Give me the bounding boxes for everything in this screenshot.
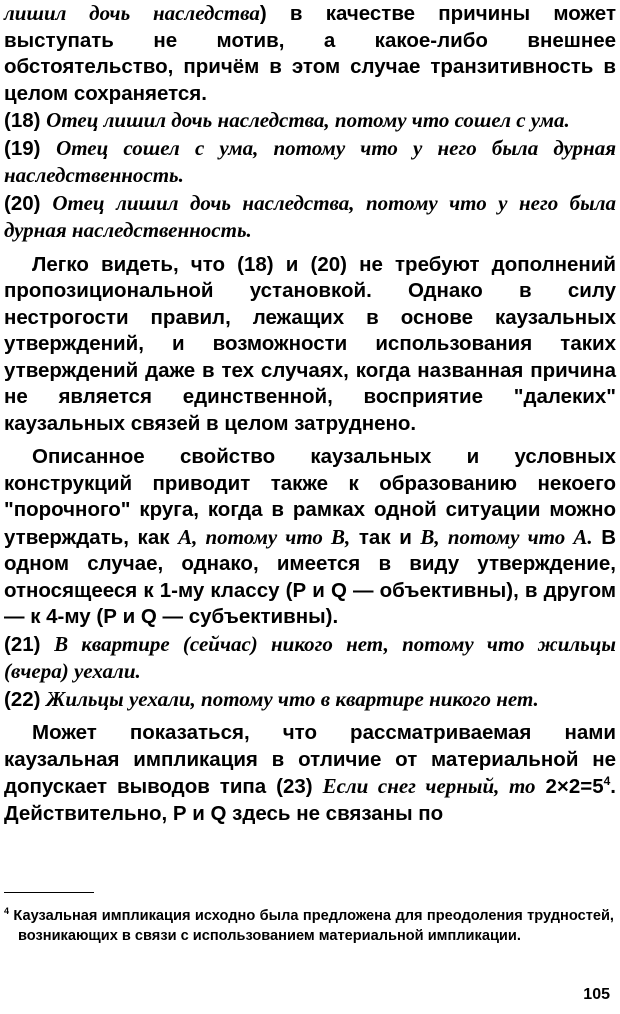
paragraph-3-italic-1: А, потому что В, (178, 524, 351, 549)
footnote-ref: 4 (603, 774, 611, 789)
paragraph-4-italic: Если снег черный, то (322, 774, 536, 798)
paragraph-continuation-italic: лишил дочь наследства (4, 1, 260, 25)
paragraph-3-text-c: В одном случае, однако, имеется в виду утверждение, относящееся к 1-му классу (Р и Q — объективны), в другом — к 4-му (Р и Q — субъективны). (4, 525, 617, 628)
example-number: (21) (4, 632, 55, 656)
main-text (4, 0, 616, 827)
example-text: Отец лишил дочь наследства, потому что сошел с ума. (46, 108, 570, 132)
example-22 (4, 686, 616, 714)
footnote (4, 906, 614, 946)
footnote-marker: 4 (4, 906, 10, 917)
paragraph-2: Легко видеть, что (18) и (20) не требуют дополнений пропозициональной установкой. Однако в силу нестрогости правил, лежащих в основе каузальных утверждений, и возможности использования таких утверждений даже в тех случаях, когда названная причина не является единственной, восприятие "далеких" каузальных связей в целом затруднено. (4, 252, 616, 435)
paragraph-3-text-b: так и (350, 525, 421, 549)
example-number: (19) (4, 136, 57, 160)
example-text: Отец лишил дочь наследства, потому что у него была дурная наследственность. (4, 190, 616, 242)
paragraph-3-italic-2: В, потому что А. (420, 524, 593, 549)
example-20 (4, 190, 616, 245)
footnote-separator (4, 892, 94, 893)
example-number: (22) (4, 687, 47, 711)
paragraph-4 (4, 720, 616, 827)
example-number: (20) (4, 191, 53, 215)
footnote-text: Каузальная импликация исходно была предложена для преодоления трудностей, возникающих в связи с использованием материальной импликации. (9, 908, 614, 944)
paragraph-3 (4, 444, 616, 631)
example-text: Жильцы уехали, потому что в квартире никого нет. (46, 686, 539, 711)
example-text: Отец сошел с ума, потому что у него была дурная наследственность. (4, 135, 617, 187)
example-number: (18) (4, 109, 47, 132)
paragraph-continuation-text: ) в качестве причины может выступать не мотив, а какое-либо внешнее обстоятельство, причём в этом случае транзитивность в целом сохраняется. (4, 2, 616, 105)
footnote-body (4, 906, 614, 946)
example-18 (4, 107, 616, 135)
paragraph-4-text-b: 2×2=5 (535, 775, 604, 798)
paragraph-4-text-c: . Действительно, Р и Q здесь не связаны по (4, 775, 616, 825)
example-21 (4, 631, 616, 686)
example-text: В квартире (сейчас) никого нет, потому что жильцы (вчера) уехали. (4, 631, 616, 683)
paragraph-continuation (4, 0, 616, 107)
paragraph-4-text-a: Может показаться, что рассматриваемая нами каузальная импликация в отличие от материальной не допускает выводов типа (23) (4, 721, 616, 798)
example-19 (4, 135, 616, 190)
paragraph-3-text-a: Описанное свойство каузальных и условных конструкций приводит также к образованию некоего "порочного" круга, когда в рамках одной ситуации можно утверждать, как (4, 445, 616, 549)
page-number: 105 (583, 986, 610, 1003)
